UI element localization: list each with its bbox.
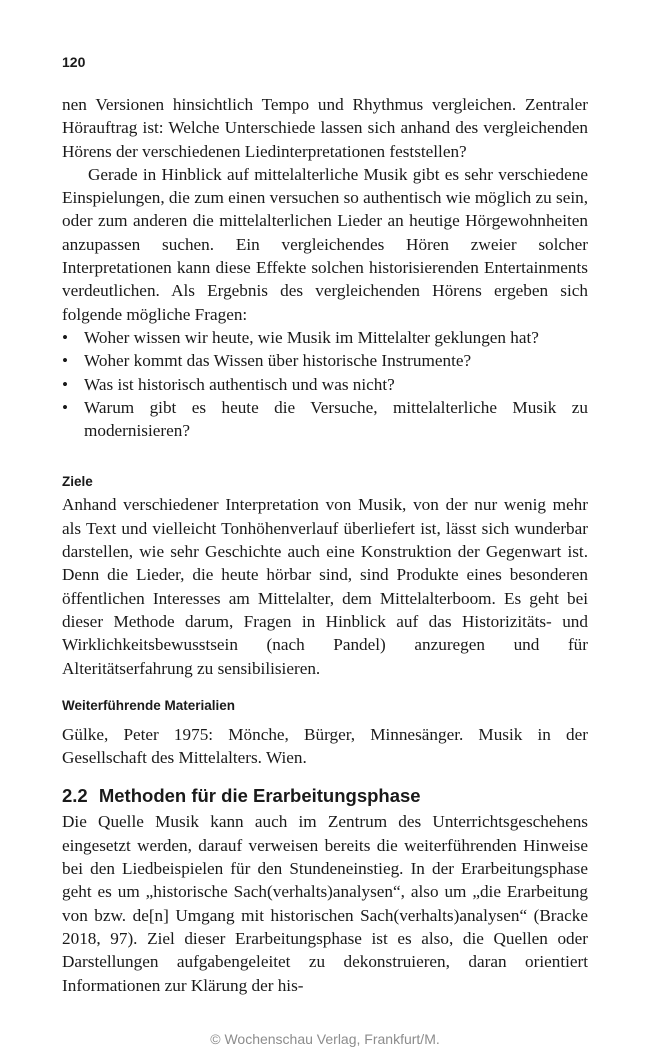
- list-item-text: Woher kommt das Wissen über historische Instrumente?: [84, 351, 472, 371]
- list-item: [62, 396, 588, 443]
- list-item: [62, 373, 588, 396]
- bullet-icon: •: [62, 327, 69, 347]
- section-paragraph: Die Quelle Musik kann auch im Zentrum des Unterrichtsgeschehens eingesetzt werden, darauf verweisen bereits die weiterführenden Hinweise bei den Liedbeispielen für den Stundeneinstieg. In der Erarbeitungsphase geht es um „historische Sach(verhalts)analysen“, also um „die Erarbeitung von bzw. de[n] Umgang mit historischen Sach(verhalts)analysen“ (Bracke 2018, 97). Ziel dieser Erarbeitungsphase ist es also, die Quellen oder Darstellungen aufgabengeleitet zu dekonstruieren, daran orientiert Informationen zur Klärung der his-: [62, 812, 588, 995]
- ziele-paragraph: Anhand verschiedener Interpretation von Musik, von der nur wenig mehr als Text und vielleicht Tonhöhenverlauf überliefert ist, lässt sich wunderbar darstellen, wie sehr Geschichte auch eine Konstruktion der Gegenwart ist. Denn die Lieder, die heute hörbar sind, sind Produkte eines besonderen öffentlichen Interesses am Mittelalter, dem Mittelalterboom. Es geht bei dieser Methode darum, Fragen in Hinblick auf das Historizitäts- und Wirklichkeitsbewusstsein (nach Pandel) anzuregen und für Alteritätserfahrung zu sensibilisieren.: [62, 495, 588, 678]
- materialien-reference: Gülke, Peter 1975: Mönche, Bürger, Minnesänger. Musik in der Gesellschaft des Mittelalters. Wien.: [62, 724, 588, 768]
- bullet-icon: •: [62, 351, 69, 371]
- intro-paragraph-1: nen Versionen hinsichtlich Tempo und Rhythmus vergleichen. Zentraler Hörauftrag ist: Welche Unterschiede lassen sich anhand des vergleichenden Hörens der verschiedenen Liedinterpretationen feststellen?: [62, 95, 588, 161]
- page-number: 120: [62, 54, 86, 70]
- ziele-heading: Ziele: [62, 474, 93, 490]
- section-number: 2.2: [62, 785, 88, 807]
- list-item-text: Warum gibt es heute die Versuche, mittelalterliche Musik zu modernisieren?: [84, 397, 588, 441]
- page-body: [62, 93, 588, 997]
- list-item: [62, 326, 588, 349]
- question-list: [62, 326, 588, 442]
- intro-paragraph-2: Gerade in Hinblick auf mittelalterliche Musik gibt es sehr verschiedene Einspielungen, die zum einen versuchen so authentisch wie möglich zu sein, oder zum anderen die mittelalterlichen Lieder an heutige Hörgewohnheiten anzupassen suchen. Ein vergleichendes Hören zweier solcher Interpretationen kann diese Effekte solchen historisierenden Entertainments verdeutlichen. Als Ergebnis des vergleichenden Hörens ergeben sich folgende mögliche Fragen:: [62, 164, 588, 324]
- list-item-text: Was ist historisch authentisch und was nicht?: [84, 374, 395, 394]
- bullet-icon: •: [62, 374, 69, 394]
- materialien-heading: Weiterführende Materialien: [62, 697, 236, 713]
- section-title: Methoden für die Erarbeitungsphase: [98, 785, 421, 807]
- list-item-text: Woher wissen wir heute, wie Musik im Mittelalter geklungen hat?: [84, 327, 539, 347]
- list-item: [62, 349, 588, 372]
- section-heading: [62, 784, 588, 807]
- bullet-icon: •: [62, 397, 69, 417]
- copyright-footer: © Wochenschau Verlag, Frankfurt/M.: [210, 1031, 440, 1047]
